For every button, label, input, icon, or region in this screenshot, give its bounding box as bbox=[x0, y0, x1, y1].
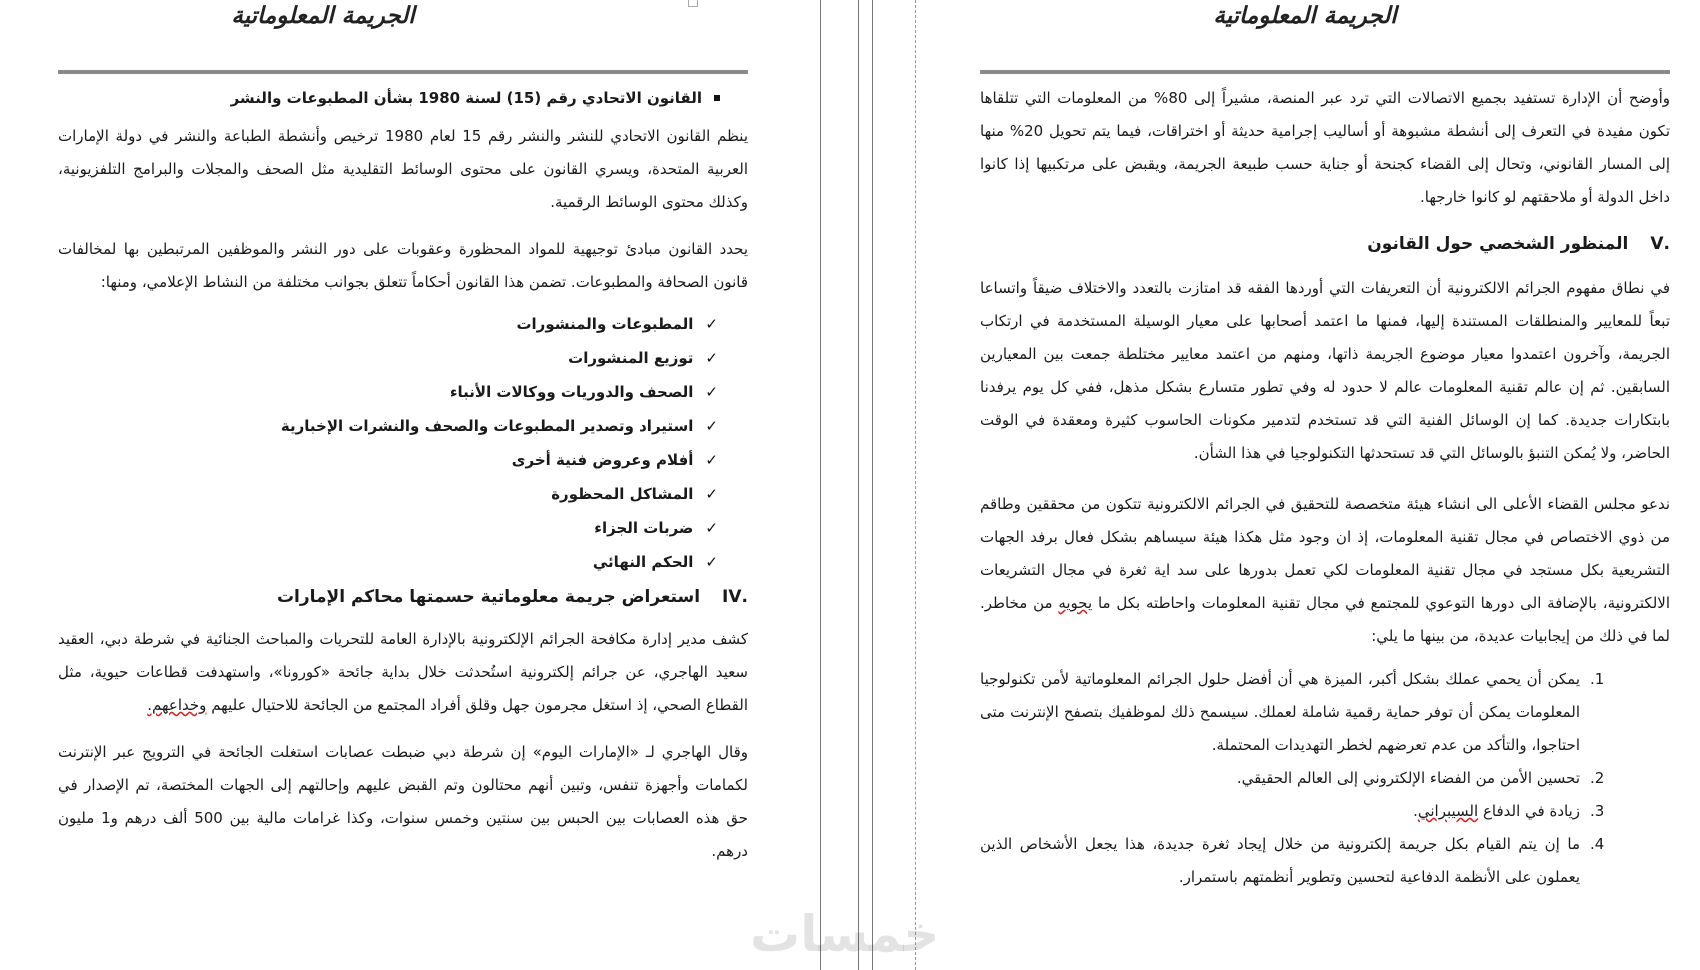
section-heading bbox=[980, 226, 1670, 262]
numbered-list bbox=[980, 663, 1670, 894]
spellcheck-word: السيبراني bbox=[1417, 802, 1479, 820]
section-heading bbox=[58, 579, 748, 615]
section-title: المنظور الشخصي حول القانون bbox=[1367, 234, 1629, 254]
paragraph: وقال الهاجري لـ «الإمارات اليوم» إن شرطة دبي ضبطت عصابات استغلت الجائحة في الترويج عبر الإنترنت لكمامات وأجهزة تنفس، وتبين أنهم محتالون وتم القبض عليهم وإحالتهم إلى الجهات المختصة، تم الإصدار في حق هذه العصابات بين الحبس بين سنتين وخمس سنوات، وكذا غرامات مالية بين 500 ألف درهم و1 مليون درهم. bbox=[58, 743, 749, 860]
list-item: 1. يمكن أن يحمي عملك بشكل أكبر، الميزة هي أن أفضل حلول الجرائم المعلوماتية لأمن تكنولوجيا المعلومات يمكن أن توفر حماية رقمية شاملة لعملك. سيسمح ذلك لموظفيك بتصفح الإنترنت متى احتاجوا، والتأكد من عدم تعرضهم لخطر التهديدات المحتملة. bbox=[980, 670, 1605, 754]
checklist bbox=[58, 307, 748, 579]
checkmark-icon: ✓ bbox=[705, 553, 718, 571]
checklist-item: ✓ المطبوعات والمنشورات bbox=[58, 307, 718, 341]
paragraph: في نطاق مفهوم الجرائم الالكترونية أن التعريفات التي أوردها الفقه قد امتازت بالتعدد والاختلاف ضيقاً واتساعا تبعاً للمعايير والمنطلقات المستندة إليها، فمنها ما اعتمد أصحابها على معيار الوسيلة المستخدمة في ارتكاب الجريمة، وآخرون اعتمدوا معيار موضوع الجريمة ذاتها، ومنهم من اعتمد معايير مختلطة جمعت بين المعيارين السابقين. ثم إن عالم تقنية المعلومات عالم لا حدود له وفي تطور متسارع بشكل مذهل، ففي كل يوم يرفدنا بابتكارات جديدة. كما إن الوسائل الفنية التي قد تستخدم لتدمير مكونات الحاسوب كثيرة ومعقدة في الوقت الحاضر، ولا يُمكن التنبؤ بالوسائل التي قد تستحدثها التكنولوجيا في هذا الشأن. bbox=[980, 279, 1670, 462]
page-header-title: الجريمة المعلوماتية bbox=[231, 2, 415, 29]
header-rule bbox=[980, 70, 1670, 74]
law-title bbox=[58, 82, 748, 114]
checkmark-icon: ✓ bbox=[705, 417, 718, 435]
checklist-item: ✓ المشاكل المحظورة bbox=[58, 477, 718, 511]
page-gutter-line bbox=[858, 0, 859, 970]
spellcheck-word: يحويه bbox=[1058, 594, 1093, 612]
checklist-item: ✓ الصحف والدوريات ووكالات الأنباء bbox=[58, 375, 718, 409]
page-gutter-line bbox=[820, 0, 821, 970]
paragraph: ينظم القانون الاتحادي للنشر والنشر رقم 15 لعام 1980 ترخيص وأنشطة الطباعة والنشر في دولة الإمارات العربية المتحدة، ويسري القانون على محتوى الوسائط التقليدية مثل الصحف والمجلات والبرامج التلفزيونية، وكذلك محتوى الوسائط الرقمية. bbox=[58, 127, 748, 211]
checkmark-icon: ✓ bbox=[705, 519, 718, 537]
watermark-logo: خمسات bbox=[750, 905, 940, 963]
page-gutter-line bbox=[872, 0, 873, 970]
checkmark-icon: ✓ bbox=[705, 349, 718, 367]
paragraph: وأوضح أن الإدارة تستفيد بجميع الاتصالات التي ترد عبر المنصة، مشيراً إلى 80% من المعلومات التي تتلقاها تكون مفيدة في التعرف إلى أنشطة مشبوهة أو أساليب إجرامية حديثة أو اختراقات، فيما يتم تحويل 20% منها إلى المسار القانوني، وتحال إلى القضاء كجنحة أو جناية حسب طبيعة الجريمة، ويقبض على مرتكبيها إذا كانوا داخل الدولة أو ملاحقتهم لو كانوا خارجها. bbox=[980, 89, 1671, 206]
page-marker bbox=[688, 0, 698, 7]
checkmark-icon: ✓ bbox=[705, 451, 718, 469]
list-item: 3. زيادة في الدفاع السيبراني. bbox=[1413, 802, 1605, 820]
square-bullet-icon bbox=[714, 95, 720, 101]
checkmark-icon: ✓ bbox=[705, 315, 718, 333]
paragraph: يحدد القانون مبادئ توجيهية للمواد المحظورة وعقوبات على دور النشر والموظفين المرتبطين بها لمخالفات قانون الصحافة والمطبوعات. تضمن هذا القانون أحكاماً تتعلق بجوانب مختلفة من النشاط الإعلامي، ومنها: bbox=[58, 240, 748, 291]
paragraph: كشف مدير إدارة مكافحة الجرائم الإلكترونية بالإدارة العامة للتحريات والمباحث الجنائية في شرطة دبي، العقيد سعيد الهاجري، عن جرائم إلكترونية استُحدثت خلال بداية جائحة «كورونا»، واستهدفت قطاعات حيوية، مثل القطاع الصحي، إذ استغل مجرمون جهل وقلق أفراد المجتمع من الجائحة للاحتيال عليهم وخداعهم. bbox=[58, 630, 748, 714]
law-title-text: القانون الاتحادي رقم (15) لسنة 1980 بشأن المطبوعات والنشر bbox=[230, 89, 702, 107]
checkmark-icon: ✓ bbox=[705, 485, 718, 503]
document-page-left bbox=[58, 0, 748, 970]
margin-guide bbox=[915, 0, 916, 970]
list-item: 4. ما إن يتم القيام بكل جريمة إلكترونية من خلال إيجاد ثغرة جديدة، هذا يجعل الأشخاص الذين يعملون على الأنظمة الدفاعية لتحسين وتطوير أنظمتهم باستمرار. bbox=[980, 835, 1605, 886]
section-number: .V bbox=[1650, 234, 1670, 254]
paragraph: ندعو مجلس القضاء الأعلى الى انشاء هيئة متخصصة للتحقيق في الجرائم الالكترونية تتكون من محققين وطاقم من ذوي الاختصاص في مجال تقنية المعلومات، إذ ان وجود مثل هكذا هيئة سيساهم بشكل فعال برفد الجهات التشريعية بكل مستجد في مجال تقنية المعلومات لكي تعمل بدورها على سد اية ثغرة في مجال التشريعات الالكترونية، بالإضافة الى دورها التوعوي للمجتمع في مجال تقنية المعلومات واحاطته بكل ما يحويه من مخاطر. لما في ذلك من إيجابيات عديدة، من بينها ما يلي: bbox=[980, 495, 1670, 645]
checklist-item: ✓ توزيع المنشورات bbox=[58, 341, 718, 375]
checkmark-icon: ✓ bbox=[705, 383, 718, 401]
checklist-item: ✓ ضربات الجزاء bbox=[58, 511, 718, 545]
page-header-title: الجريمة المعلوماتية bbox=[1213, 2, 1397, 29]
page-body-right bbox=[980, 82, 1670, 894]
list-item: 2. تحسين الأمن من الفضاء الإلكتروني إلى العالم الحقيقي. bbox=[1236, 769, 1605, 787]
document-page-right bbox=[980, 0, 1670, 970]
section-number: .IV bbox=[722, 587, 748, 607]
page-body-left bbox=[58, 82, 748, 868]
spellcheck-word: وخداعهم. bbox=[147, 696, 207, 714]
checklist-item: ✓ أفلام وعروض فنية أخرى bbox=[58, 443, 718, 477]
checklist-item: ✓ الحكم النهائي bbox=[58, 545, 718, 579]
header-rule bbox=[58, 70, 748, 74]
checklist-item: ✓ استيراد وتصدير المطبوعات والصحف والنشرات الإخبارية bbox=[58, 409, 718, 443]
section-title: استعراض جريمة معلوماتية حسمتها محاكم الإمارات bbox=[276, 587, 701, 607]
